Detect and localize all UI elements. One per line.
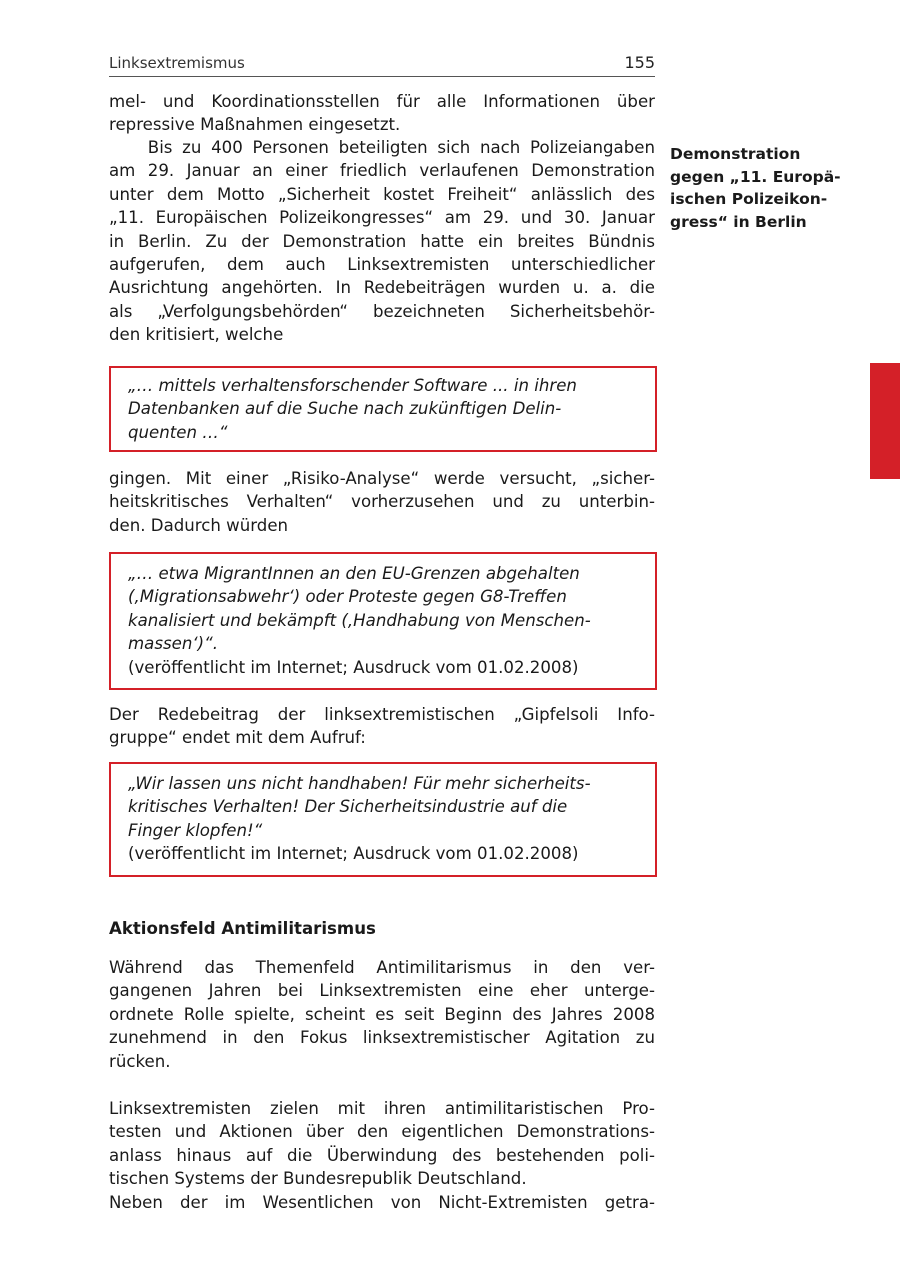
text-line: als „Verfolgungsbehörden“ bezeichneten Sicherheitsbehör- xyxy=(109,301,655,321)
quote-line: „Wir lassen uns nicht handhaben! Für mehr sicherheits- xyxy=(128,774,591,793)
quote-line: „… mittels verhaltensforschender Software ... in ihren xyxy=(128,376,577,395)
text-line: gruppe“ endet mit dem Aufruf: xyxy=(109,728,366,748)
margin-note-line: ischen Polizeikon- xyxy=(670,190,828,208)
text-line: testen und Aktionen über den eigentlichen Demonstrations- xyxy=(109,1122,655,1142)
text-line: Neben der im Wesentlichen von Nicht-Extremisten getra- xyxy=(109,1192,655,1212)
paragraph-5 xyxy=(109,956,655,1073)
paragraph-2 xyxy=(109,136,655,347)
text-line: tischen Systems der Bundesrepublik Deutschland. xyxy=(109,1169,527,1189)
text-line: Linksextremisten zielen mit ihren antimilitaristischen Pro- xyxy=(109,1099,655,1118)
quote-line: Finger klopfen!“ xyxy=(128,820,263,840)
paragraph-4 xyxy=(109,703,655,750)
paragraph-3 xyxy=(109,467,655,537)
text-line: „11. Europäischen Polizeikongresses“ am 29. und 30. Januar xyxy=(109,208,655,228)
text-line: zunehmend in den Fokus linksextremistischer Agitation zu xyxy=(109,1028,655,1048)
text-line: Während das Themenfeld Antimilitarismus in den ver- xyxy=(109,958,655,977)
quote-box-1 xyxy=(109,366,657,452)
text-line: den kritisiert, welche xyxy=(109,325,284,345)
quote-line: massen‘)“. xyxy=(128,634,218,654)
text-line: repressive Maßnahmen eingesetzt. xyxy=(109,115,401,135)
quote-box-2 xyxy=(109,552,657,690)
margin-note-line: Demonstration xyxy=(670,145,801,163)
text-line: rücken. xyxy=(109,1051,171,1071)
margin-note-line: gress“ in Berlin xyxy=(670,212,807,231)
running-header xyxy=(109,52,655,77)
text-line: Ausrichtung angehörten. In Redebeiträgen wurden u. a. die xyxy=(109,278,655,298)
text-line: den. Dadurch würden xyxy=(109,515,289,535)
quote-line: „… etwa MigrantInnen an den EU-Grenzen abgehalten xyxy=(128,564,580,583)
quote-line: Datenbanken auf die Suche nach zukünftigen Delin- xyxy=(128,399,562,419)
text-line: aufgerufen, dem auch Linksextremisten unterschiedlicher xyxy=(109,254,655,274)
text-line: am 29. Januar an einer friedlich verlaufenen Demonstration xyxy=(109,161,655,181)
quote-source: (veröffentlicht im Internet; Ausdruck vom 01.02.2008) xyxy=(128,844,579,864)
section-heading: Aktionsfeld Antimilitarismus xyxy=(109,919,376,938)
page-number: 155 xyxy=(624,53,655,72)
paragraph-1 xyxy=(109,90,655,137)
text-line: Bis zu 400 Personen beteiligten sich nach Polizeiangaben xyxy=(109,138,655,157)
header-title: Linksextremismus xyxy=(109,54,245,72)
quote-source: (veröffentlicht im Internet; Ausdruck vom 01.02.2008) xyxy=(128,657,579,677)
text-line: mel- und Koordinationsstellen für alle Informationen über xyxy=(109,92,655,111)
text-line: anlass hinaus auf die Überwindung des bestehenden poli- xyxy=(109,1145,655,1165)
quote-line: kritisches Verhalten! Der Sicherheitsindustrie auf die xyxy=(128,797,568,817)
text-line: ordnete Rolle spielte, scheint es seit Beginn des Jahres 2008 xyxy=(109,1004,655,1024)
text-line: Der Redebeitrag der linksextremistischen „Gipfelsoli Info- xyxy=(109,705,655,724)
text-line: gingen. Mit einer „Risiko-Analyse“ werde versucht, „sicher- xyxy=(109,469,655,488)
quote-line: kanalisiert und bekämpft (‚Handhabung von Menschen- xyxy=(128,610,591,630)
margin-note-line: gegen „11. Europä- xyxy=(670,167,841,186)
chapter-tab-marker xyxy=(870,363,900,479)
text-line: heitskritisches Verhalten“ vorherzusehen und zu unterbin- xyxy=(109,492,655,512)
paragraph-6 xyxy=(109,1097,655,1214)
margin-note xyxy=(670,143,860,233)
text-line: in Berlin. Zu der Demonstration hatte ein breites Bündnis xyxy=(109,231,655,251)
quote-line: quenten …“ xyxy=(128,422,228,442)
quote-line: (‚Migrationsabwehr‘) oder Proteste gegen G8-Treffen xyxy=(128,587,567,607)
text-line: gangenen Jahren bei Linksextremisten eine eher unterge- xyxy=(109,981,655,1001)
text-line: unter dem Motto „Sicherheit kostet Freiheit“ anlässlich des xyxy=(109,184,655,204)
quote-box-3 xyxy=(109,762,657,877)
